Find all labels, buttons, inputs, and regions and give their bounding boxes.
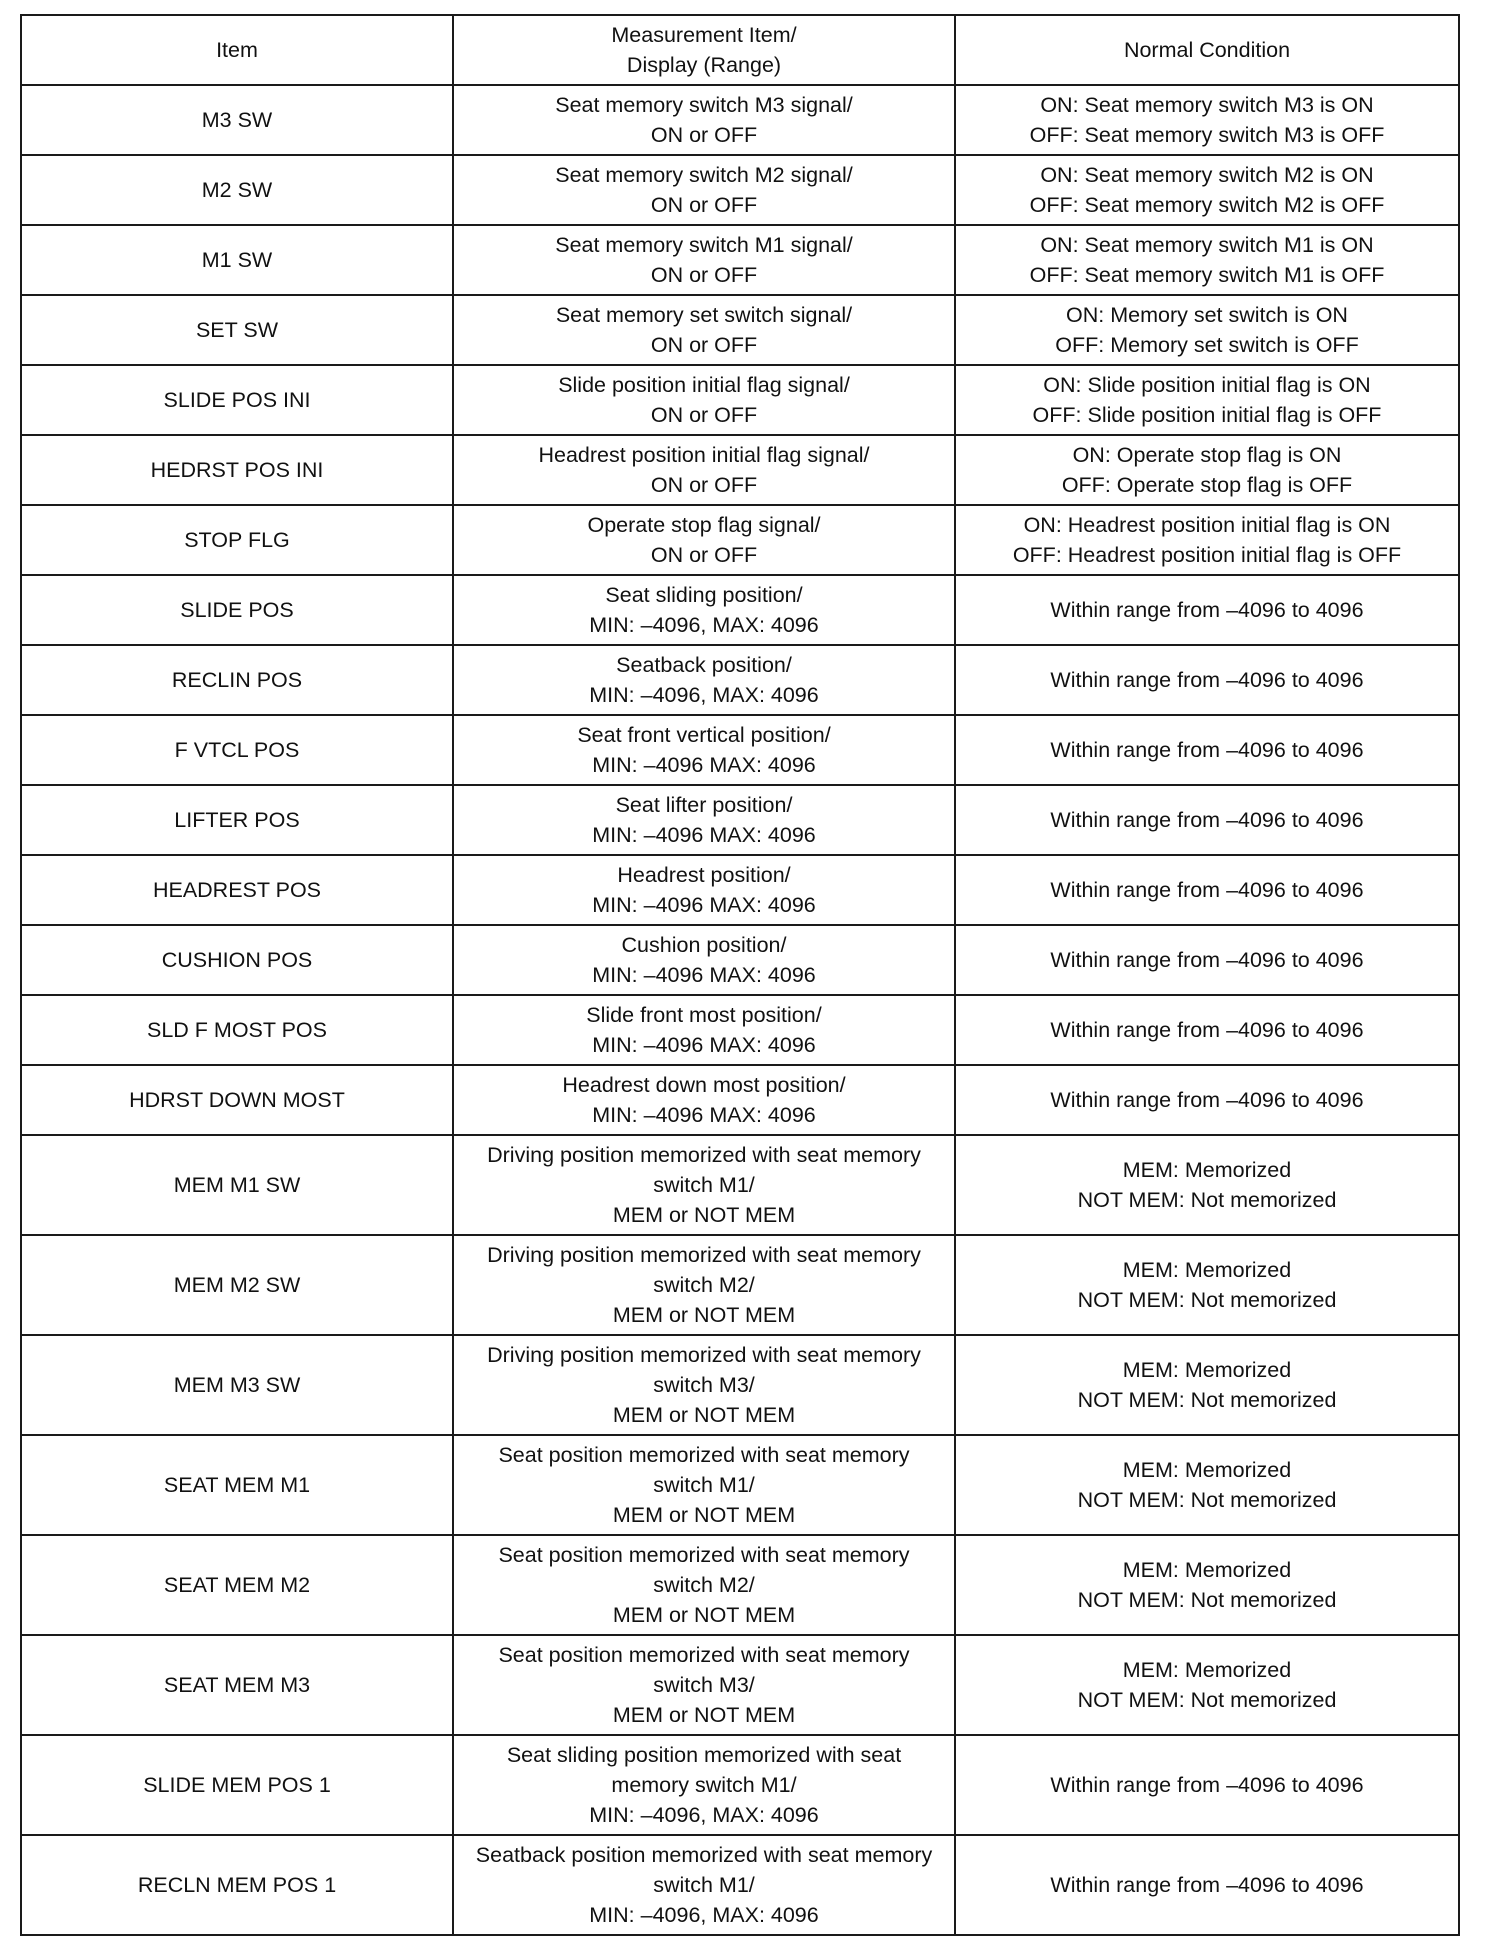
normal-condition-cell (955, 1835, 1459, 1935)
normal-condition-cell (955, 225, 1459, 295)
table-row (21, 715, 1459, 785)
measurement-line: MIN: –4096 MAX: 4096 (592, 753, 816, 777)
measurement-line: Seat memory set switch signal/ (555, 303, 853, 327)
measurement-line: MEM or NOT MEM (612, 1703, 796, 1727)
measurement-line: switch M1/ (653, 1173, 755, 1197)
measurement-line: Seat lifter position/ (615, 793, 793, 817)
measurement-line: ON or OFF (650, 193, 758, 217)
normal-condition-line: ON: Headrest position initial flag is ON (1023, 513, 1391, 537)
measurement-line: Seat position memorized with seat memory (498, 1443, 910, 1467)
measurement-cell (453, 1235, 955, 1335)
item-name: M2 SW (201, 178, 273, 202)
header-item-label: Item (216, 38, 258, 62)
item-cell (21, 1335, 453, 1435)
normal-condition-line: Within range from –4096 to 4096 (1050, 1773, 1364, 1797)
normal-condition-line: MEM: Memorized (1122, 1358, 1292, 1382)
table-row (21, 785, 1459, 855)
table-row (21, 1735, 1459, 1835)
measurement-line: Cushion position/ (621, 933, 787, 957)
normal-condition-line: OFF: Seat memory switch M3 is OFF (1029, 123, 1385, 147)
measurement-line: MIN: –4096 MAX: 4096 (592, 1103, 816, 1127)
table-row (21, 1135, 1459, 1235)
item-name: SEAT MEM M1 (163, 1473, 311, 1497)
measurement-line: Seat position memorized with seat memory (498, 1643, 910, 1667)
table-row (21, 1535, 1459, 1635)
normal-condition-line: NOT MEM: Not memorized (1077, 1388, 1337, 1412)
item-cell (21, 435, 453, 505)
normal-condition-line: Within range from –4096 to 4096 (1050, 878, 1364, 902)
measurement-cell (453, 295, 955, 365)
normal-condition-line: OFF: Headrest position initial flag is OFF (1012, 543, 1402, 567)
item-cell (21, 575, 453, 645)
normal-condition-cell (955, 715, 1459, 785)
normal-condition-cell (955, 295, 1459, 365)
item-cell (21, 1635, 453, 1735)
measurement-line: Seat memory switch M3 signal/ (555, 93, 853, 117)
measurement-line: Seat sliding position memorized with seat (506, 1743, 902, 1767)
normal-condition-line: Within range from –4096 to 4096 (1050, 1873, 1364, 1897)
measurement-line: Driving position memorized with seat memory (487, 1243, 921, 1267)
measurement-cell (453, 575, 955, 645)
item-cell (21, 995, 453, 1065)
item-name: LIFTER POS (174, 808, 300, 832)
measurement-line: ON or OFF (650, 123, 758, 147)
normal-condition-cell (955, 785, 1459, 855)
measurement-line: Headrest position/ (617, 863, 791, 887)
item-cell (21, 925, 453, 995)
normal-condition-line: Within range from –4096 to 4096 (1050, 1088, 1364, 1112)
item-cell (21, 645, 453, 715)
measurement-line: memory switch M1/ (611, 1773, 797, 1797)
table-row (21, 1835, 1459, 1935)
table-row (21, 85, 1459, 155)
table-row (21, 645, 1459, 715)
measurement-cell (453, 855, 955, 925)
item-name: F VTCL POS (174, 738, 300, 762)
measurement-cell (453, 1535, 955, 1635)
measurement-line: switch M2/ (653, 1573, 755, 1597)
normal-condition-cell (955, 1235, 1459, 1335)
normal-condition-line: Within range from –4096 to 4096 (1050, 948, 1364, 972)
item-cell (21, 1065, 453, 1135)
item-name: SET SW (195, 318, 279, 342)
item-name: SLD F MOST POS (147, 1018, 327, 1042)
item-name: M1 SW (201, 248, 273, 272)
item-cell (21, 505, 453, 575)
normal-condition-line: NOT MEM: Not memorized (1077, 1588, 1337, 1612)
measurement-line: MIN: –4096 MAX: 4096 (592, 963, 816, 987)
measurement-cell (453, 925, 955, 995)
normal-condition-line: ON: Seat memory switch M2 is ON (1040, 163, 1374, 187)
normal-condition-line: NOT MEM: Not memorized (1077, 1288, 1337, 1312)
item-name: CUSHION POS (161, 948, 313, 972)
measurement-line: ON or OFF (650, 263, 758, 287)
measurement-line: switch M1/ (653, 1473, 755, 1497)
table-row (21, 1435, 1459, 1535)
measurement-cell (453, 1135, 955, 1235)
measurement-line: Driving position memorized with seat memory (487, 1143, 921, 1167)
header-measurement-line: Measurement Item/ (611, 23, 797, 47)
measurement-line: MIN: –4096 MAX: 4096 (592, 893, 816, 917)
normal-condition-line: Within range from –4096 to 4096 (1050, 738, 1364, 762)
measurement-line: Seat position memorized with seat memory (498, 1543, 910, 1567)
data-list-table (20, 14, 1460, 1936)
normal-condition-line: ON: Operate stop flag is ON (1072, 443, 1342, 467)
measurement-line: Slide front most position/ (586, 1003, 822, 1027)
normal-condition-line: OFF: Slide position initial flag is OFF (1032, 403, 1382, 427)
item-cell (21, 1135, 453, 1235)
table-body (21, 85, 1459, 1935)
table-row (21, 995, 1459, 1065)
item-name: M3 SW (201, 108, 273, 132)
normal-condition-cell (955, 155, 1459, 225)
header-row (21, 15, 1459, 85)
normal-condition-cell (955, 1065, 1459, 1135)
normal-condition-cell (955, 1635, 1459, 1735)
item-cell (21, 855, 453, 925)
table-row (21, 365, 1459, 435)
header-measurement-line: Display (Range) (626, 53, 782, 77)
normal-condition-cell (955, 645, 1459, 715)
table-row (21, 1635, 1459, 1735)
measurement-line: MEM or NOT MEM (612, 1603, 796, 1627)
normal-condition-line: OFF: Memory set switch is OFF (1055, 333, 1359, 357)
item-name: RECLIN POS (171, 668, 303, 692)
measurement-line: ON or OFF (650, 403, 758, 427)
item-cell (21, 1835, 453, 1935)
item-cell (21, 1535, 453, 1635)
normal-condition-line: NOT MEM: Not memorized (1077, 1488, 1337, 1512)
measurement-cell (453, 435, 955, 505)
normal-condition-cell (955, 365, 1459, 435)
measurement-cell (453, 1335, 955, 1435)
normal-condition-line: MEM: Memorized (1122, 1558, 1292, 1582)
normal-condition-cell (955, 925, 1459, 995)
table-row (21, 1235, 1459, 1335)
item-cell (21, 85, 453, 155)
measurement-cell (453, 715, 955, 785)
normal-condition-line: ON: Seat memory switch M3 is ON (1040, 93, 1374, 117)
header-measurement (453, 15, 955, 85)
header-normal-label: Normal Condition (1123, 38, 1291, 62)
table-row (21, 155, 1459, 225)
item-name: SLIDE POS INI (163, 388, 311, 412)
normal-condition-line: MEM: Memorized (1122, 1658, 1292, 1682)
normal-condition-line: MEM: Memorized (1122, 1458, 1292, 1482)
measurement-line: Seat memory switch M1 signal/ (555, 233, 853, 257)
item-name: STOP FLG (184, 528, 290, 552)
measurement-line: MIN: –4096, MAX: 4096 (589, 1903, 819, 1927)
measurement-line: MEM or NOT MEM (612, 1503, 796, 1527)
normal-condition-line: MEM: Memorized (1122, 1258, 1292, 1282)
normal-condition-line: ON: Seat memory switch M1 is ON (1040, 233, 1374, 257)
measurement-line: Headrest position initial flag signal/ (538, 443, 870, 467)
normal-condition-line: NOT MEM: Not memorized (1077, 1188, 1337, 1212)
normal-condition-line: Within range from –4096 to 4096 (1050, 808, 1364, 832)
measurement-line: ON or OFF (650, 473, 758, 497)
normal-condition-line: Within range from –4096 to 4096 (1050, 668, 1364, 692)
item-cell (21, 225, 453, 295)
normal-condition-line: NOT MEM: Not memorized (1077, 1688, 1337, 1712)
measurement-cell (453, 1835, 955, 1935)
measurement-line: Seat sliding position/ (605, 583, 803, 607)
normal-condition-cell (955, 85, 1459, 155)
measurement-cell (453, 1635, 955, 1735)
measurement-line: Seatback position/ (616, 653, 792, 677)
item-name: HDRST DOWN MOST (129, 1088, 345, 1112)
measurement-cell (453, 1065, 955, 1135)
item-name: MEM M3 SW (173, 1373, 301, 1397)
measurement-line: Seat memory switch M2 signal/ (555, 163, 853, 187)
measurement-line: switch M2/ (653, 1273, 755, 1297)
item-cell (21, 155, 453, 225)
normal-condition-cell (955, 1735, 1459, 1835)
measurement-line: switch M1/ (653, 1873, 755, 1897)
table-row (21, 435, 1459, 505)
table-row (21, 1065, 1459, 1135)
normal-condition-cell (955, 1335, 1459, 1435)
measurement-line: ON or OFF (650, 333, 758, 357)
table-row (21, 295, 1459, 365)
normal-condition-cell (955, 1435, 1459, 1535)
normal-condition-line: OFF: Seat memory switch M1 is OFF (1029, 263, 1385, 287)
header-item (21, 15, 453, 85)
item-name: SLIDE POS (180, 598, 294, 622)
measurement-line: MIN: –4096, MAX: 4096 (589, 683, 819, 707)
normal-condition-cell (955, 855, 1459, 925)
item-name: MEM M1 SW (173, 1173, 301, 1197)
table-row (21, 575, 1459, 645)
measurement-line: MIN: –4096, MAX: 4096 (589, 1803, 819, 1827)
measurement-line: MEM or NOT MEM (612, 1403, 796, 1427)
measurement-line: MEM or NOT MEM (612, 1303, 796, 1327)
measurement-line: Seat front vertical position/ (577, 723, 831, 747)
measurement-cell (453, 785, 955, 855)
item-name: SLIDE MEM POS 1 (143, 1773, 331, 1797)
measurement-cell (453, 365, 955, 435)
item-name: SEAT MEM M3 (163, 1673, 311, 1697)
normal-condition-cell (955, 1135, 1459, 1235)
measurement-cell (453, 155, 955, 225)
measurement-cell (453, 645, 955, 715)
header-normal-condition (955, 15, 1459, 85)
normal-condition-line: ON: Slide position initial flag is ON (1043, 373, 1371, 397)
normal-condition-cell (955, 435, 1459, 505)
normal-condition-line: OFF: Seat memory switch M2 is OFF (1029, 193, 1385, 217)
normal-condition-line: Within range from –4096 to 4096 (1050, 598, 1364, 622)
table-row (21, 225, 1459, 295)
normal-condition-line: Within range from –4096 to 4096 (1050, 1018, 1364, 1042)
measurement-line: Operate stop flag signal/ (587, 513, 821, 537)
item-name: HEADREST POS (152, 878, 322, 902)
normal-condition-line: ON: Memory set switch is ON (1066, 303, 1348, 327)
item-name: HEDRST POS INI (150, 458, 324, 482)
measurement-line: Seatback position memorized with seat memory (475, 1843, 933, 1867)
item-cell (21, 365, 453, 435)
measurement-line: MIN: –4096, MAX: 4096 (589, 613, 819, 637)
item-cell (21, 1435, 453, 1535)
item-cell (21, 715, 453, 785)
table-row (21, 505, 1459, 575)
item-name: SEAT MEM M2 (163, 1573, 311, 1597)
table-row (21, 855, 1459, 925)
measurement-cell (453, 1735, 955, 1835)
measurement-line: Driving position memorized with seat memory (487, 1343, 921, 1367)
measurement-cell (453, 85, 955, 155)
normal-condition-line: OFF: Operate stop flag is OFF (1061, 473, 1353, 497)
measurement-line: Headrest down most position/ (562, 1073, 846, 1097)
item-cell (21, 1235, 453, 1335)
normal-condition-cell (955, 995, 1459, 1065)
measurement-line: switch M3/ (653, 1373, 755, 1397)
measurement-line: ON or OFF (650, 543, 758, 567)
item-cell (21, 785, 453, 855)
measurement-cell (453, 505, 955, 575)
measurement-cell (453, 1435, 955, 1535)
item-cell (21, 1735, 453, 1835)
measurement-cell (453, 995, 955, 1065)
normal-condition-cell (955, 575, 1459, 645)
measurement-line: switch M3/ (653, 1673, 755, 1697)
normal-condition-cell (955, 1535, 1459, 1635)
measurement-line: Slide position initial flag signal/ (558, 373, 850, 397)
item-name: MEM M2 SW (173, 1273, 301, 1297)
normal-condition-line: MEM: Memorized (1122, 1158, 1292, 1182)
normal-condition-cell (955, 505, 1459, 575)
item-name: RECLN MEM POS 1 (137, 1873, 337, 1897)
table-row (21, 925, 1459, 995)
item-cell (21, 295, 453, 365)
measurement-line: MIN: –4096 MAX: 4096 (592, 823, 816, 847)
measurement-line: MIN: –4096 MAX: 4096 (592, 1033, 816, 1057)
measurement-cell (453, 225, 955, 295)
table-row (21, 1335, 1459, 1435)
measurement-line: MEM or NOT MEM (612, 1203, 796, 1227)
